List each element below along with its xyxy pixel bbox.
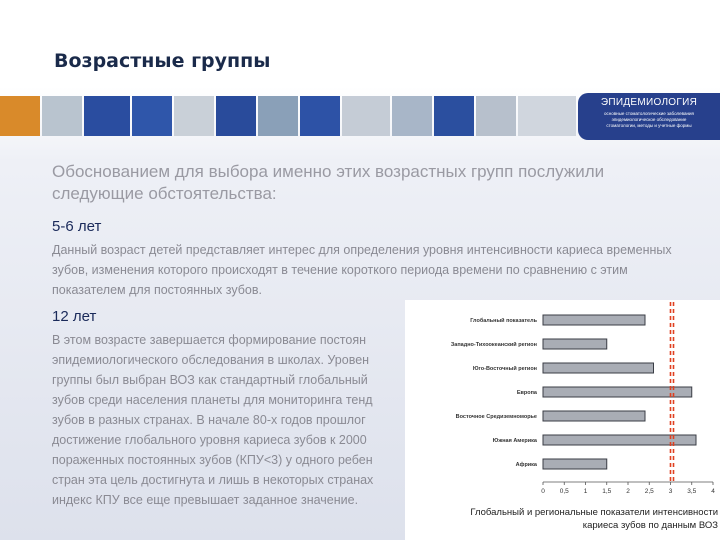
- text-line: группы был выбран ВОЗ как стандартный глобальный: [52, 373, 368, 387]
- x-tick-label: 3: [668, 488, 673, 495]
- photo-tubes: [518, 96, 576, 136]
- x-tick-label: 0: [541, 488, 545, 495]
- brand-title: ЭПИДЕМИОЛОГИЯ: [600, 97, 698, 108]
- bar: [543, 459, 607, 469]
- brand-subtitle-line: основные стоматологические заболевания: [604, 111, 694, 116]
- x-tick-label: 1: [583, 488, 588, 495]
- photo-microscope: [476, 96, 516, 136]
- blue-block-3: [216, 96, 256, 136]
- blue-block-2: [132, 96, 172, 136]
- x-tick-label: 4: [711, 488, 715, 495]
- slide-title: Возрастные группы: [54, 50, 271, 72]
- category-label: Юго-Восточный регион: [472, 366, 537, 372]
- photo-band: [0, 96, 575, 136]
- text-line: индекс КПУ все еще превышает заданное значение.: [52, 493, 359, 507]
- x-tick-label: 0,5: [559, 488, 569, 495]
- text-line: достижение глобального уровня кариеса зубов к 2000: [52, 433, 367, 447]
- bar: [543, 339, 607, 349]
- category-label: Африка: [515, 462, 537, 468]
- blue-block-1: [84, 96, 130, 136]
- blue-block-5: [434, 96, 474, 136]
- section-text-5-6: Данный возраст детей представляет интерес для определения уровня интенсивности кариеса временных зубов, изменения которого происходят в течение короткого периода времени по сравнению с этим показателем для постоянных зубов.: [52, 243, 672, 297]
- blue-block-4: [300, 96, 340, 136]
- bar: [543, 315, 645, 325]
- caries-bar-chart: [405, 300, 720, 500]
- brand-block: [578, 93, 720, 140]
- text-line: стран эта цель достигнута и лишь в некоторых странах: [52, 473, 374, 487]
- section-heading-12: 12 лет: [52, 308, 97, 325]
- section-text-12: [52, 330, 412, 507]
- category-label: Западно-Тихоокеанский регион: [450, 342, 537, 348]
- bar: [543, 387, 692, 397]
- bar: [543, 411, 645, 421]
- photo-lab: [392, 96, 432, 136]
- category-label: Южная Америка: [492, 438, 537, 444]
- text-line: зубов в разных странах. В начале 80-х годов прошлог: [52, 413, 366, 427]
- text-line: В этом возрасте завершается формирование постоян: [52, 333, 367, 347]
- x-tick-label: 3,5: [687, 488, 697, 495]
- text-line: эпидемиологического обследования в школах. Уровен: [52, 353, 370, 367]
- text-line: пораженных постоянных зубов (КПУ<3) у одного ребен: [52, 453, 373, 467]
- brand-subtitle-line: эпидемиологическое обследование: [611, 117, 687, 122]
- brand-subtitle-line: стоматологии, методы и учетные формы: [606, 123, 692, 128]
- bar: [543, 363, 654, 373]
- category-label: Восточное Средиземноморье: [455, 414, 537, 420]
- category-label: Глобальный показатель: [470, 318, 537, 324]
- photo-dental-2: [258, 96, 298, 136]
- x-tick-label: 2: [626, 488, 630, 495]
- text-line: зубов среди населения планеты для мониторинга тенд: [52, 393, 373, 407]
- brand-subtitle: [584, 111, 714, 129]
- photo-child: [42, 96, 82, 136]
- intro-text: Обоснованием для выбора именно этих возрастных групп послужили следующие обстоятельства:: [52, 162, 605, 203]
- photo-dental-1: [174, 96, 214, 136]
- category-label: Европа: [516, 390, 537, 396]
- chart-panel: [405, 300, 720, 540]
- section-heading-5-6: 5-6 лет: [52, 218, 102, 235]
- x-tick-label: 2,5: [644, 488, 654, 495]
- x-tick-label: 1,5: [602, 488, 612, 495]
- chart-caption: Глобальный и региональные показатели интенсивности кариеса зубов по данным ВОЗ: [470, 507, 718, 531]
- photo-toys: [0, 96, 40, 136]
- photo-doctor: [342, 96, 390, 136]
